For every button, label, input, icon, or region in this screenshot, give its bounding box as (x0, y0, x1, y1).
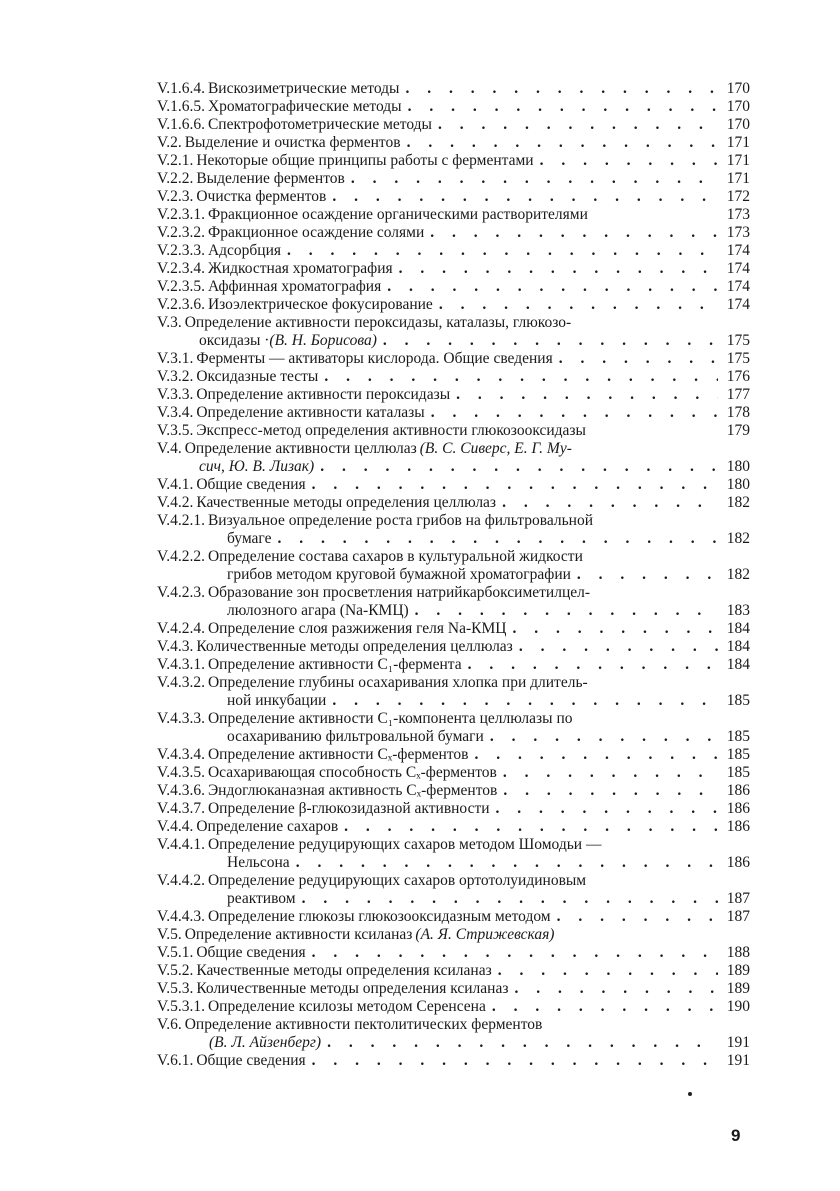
toc-entry[interactable] (157, 350, 750, 368)
toc-number: V.2.3. (157, 188, 194, 205)
toc-page: 182 (726, 530, 750, 547)
toc-title: Определение активности C₁-компонента целлюлазы по (207, 710, 573, 727)
toc-title-continued: осахариванию фильтровальной бумаги (227, 728, 484, 745)
toc-number: V.4.3.1. (157, 656, 205, 673)
toc-page: 175 (726, 350, 750, 367)
toc-page: 178 (726, 404, 750, 421)
toc-title: Общие сведения (196, 476, 306, 493)
toc-page: 186 (726, 800, 750, 817)
toc-title: Определение слоя разжижения геля Na-КМЦ (207, 620, 507, 637)
leader-dots (498, 962, 718, 980)
toc-page: 177 (726, 386, 750, 403)
leader-dots (456, 386, 718, 404)
toc-number: V.3.1. (157, 350, 194, 367)
leader-dots (324, 368, 718, 386)
toc-number: V.5. (157, 926, 182, 943)
leader-dots (475, 746, 719, 764)
toc-entry[interactable] (157, 206, 750, 224)
toc-number: V.4.2.4. (157, 620, 205, 637)
leader-dots (415, 602, 718, 620)
toc-title: Общие сведения (196, 1052, 306, 1069)
toc-title-continued: бумаге (227, 530, 272, 547)
toc-entry[interactable] (157, 1052, 750, 1070)
toc-entry[interactable] (157, 926, 750, 944)
toc-entry[interactable] (157, 404, 750, 422)
toc-number: V.4.3.7. (157, 800, 205, 817)
toc-entry[interactable] (157, 656, 750, 674)
leader-dots (468, 656, 718, 674)
toc-title: Экспресс-метод определения активности глюкозооксидазы (196, 422, 586, 439)
toc-number: V.3.2. (157, 368, 194, 385)
toc-number: V.5.1. (157, 944, 194, 961)
toc-number: V.2.3.5. (157, 278, 205, 295)
toc-page: 185 (726, 746, 750, 763)
toc-entry[interactable] (157, 494, 750, 512)
toc-entry[interactable] (157, 134, 750, 152)
toc-entry[interactable] (157, 422, 750, 440)
toc-number: V.4.3.3. (157, 710, 205, 727)
toc-title: Качественные методы определения целлюлаз (196, 494, 497, 511)
toc-number: V.6.1. (157, 1052, 194, 1069)
leader-dots (312, 1052, 718, 1070)
toc-title: Ферменты — активаторы кислорода. Общие сведения (196, 350, 553, 367)
toc-title: Определение активности C₁-фермента (207, 656, 462, 673)
toc-number: V.4.2.1. (157, 512, 205, 529)
leader-dots (296, 854, 718, 872)
toc-number: V.4.3.5. (157, 764, 205, 781)
toc-page: 182 (726, 566, 750, 583)
toc-entry[interactable] (157, 152, 750, 170)
toc-title: Фракционное осаждение органическими растворителями (207, 206, 588, 223)
toc-title: Общие сведения (196, 944, 306, 961)
toc-page: 186 (726, 782, 750, 799)
toc-entry[interactable] (157, 548, 750, 584)
toc-number: V.1.6.6. (157, 116, 205, 133)
toc-title: Определение активности каталазы (196, 404, 425, 421)
toc-number: V.2.3.1. (157, 206, 205, 223)
leader-dots (332, 188, 718, 206)
leader-dots (557, 908, 718, 926)
toc-number: V.4.2.2. (157, 548, 205, 565)
leader-dots (407, 134, 718, 152)
toc-page: 174 (726, 278, 750, 295)
toc-number: V.2.2. (157, 170, 194, 187)
leader-dots (332, 692, 718, 710)
toc-entry[interactable] (157, 584, 750, 620)
toc-title: Выделение и очистка ферментов (184, 134, 401, 151)
toc-title: Выделение ферментов (196, 170, 345, 187)
leader-dots (559, 350, 718, 368)
leader-dots (302, 890, 718, 908)
toc-title: Спектрофотометрические методы (207, 116, 432, 133)
leader-dots (577, 566, 718, 584)
leader-dots (502, 494, 718, 512)
toc-page: 183 (726, 602, 750, 619)
leader-dots (312, 476, 718, 494)
toc-title: Определение активности пероксидазы, каталазы, глюкозо- (184, 314, 572, 331)
toc-number: V.3.3. (157, 386, 194, 403)
toc-number: V.6. (157, 1016, 182, 1033)
toc-page: 191 (726, 1034, 750, 1051)
leader-dots (439, 296, 718, 314)
toc-entry[interactable] (157, 170, 750, 188)
toc-author: (В. С. Сиверс, Е. Г. Му- (419, 440, 572, 457)
toc-page: 171 (726, 170, 750, 187)
toc-entry[interactable] (157, 296, 750, 314)
toc-entry[interactable] (157, 368, 750, 386)
toc-title: Оксидазные тесты (196, 368, 319, 385)
toc-title-continued: Нельсона (227, 854, 290, 871)
leader-dots (344, 818, 718, 836)
toc-title: Образование зон просветления натрийкарбоксиметилцел- (207, 584, 591, 601)
toc-page: 184 (726, 620, 750, 637)
toc-title: Определение β-глюкозидазной активности (207, 800, 490, 817)
table-of-contents (157, 80, 750, 1070)
toc-entry[interactable] (157, 962, 750, 980)
toc-page: 187 (726, 908, 750, 925)
toc-number: V.1.6.4. (157, 80, 205, 97)
toc-title: Определение активности целлюлаз (184, 440, 417, 457)
leader-dots (351, 170, 718, 188)
toc-title: Определение редуцирующих сахаров ортотолуидиновым (207, 872, 587, 889)
toc-entry[interactable] (157, 260, 750, 278)
toc-title: Аффинная хроматография (207, 278, 382, 295)
leader-dots (431, 404, 718, 422)
toc-page: 191 (726, 1052, 750, 1069)
toc-title-continued: оксидазы · (199, 332, 270, 349)
toc-page: 190 (726, 998, 750, 1015)
toc-title-continued: люлозного агара (Na-КМЦ) (227, 602, 409, 619)
toc-number: V.2.3.2. (157, 224, 205, 241)
toc-number: V.4.1. (157, 476, 194, 493)
toc-title-continued: реактивом (227, 890, 296, 907)
toc-title: Определение глубины осахаривания хлопка при длитель- (207, 674, 588, 691)
toc-title: Хроматографические методы (207, 98, 402, 115)
toc-entry[interactable] (157, 242, 750, 260)
toc-entry[interactable] (157, 872, 750, 908)
toc-entry[interactable] (157, 440, 750, 476)
toc-entry[interactable] (157, 800, 750, 818)
leader-dots (408, 98, 718, 116)
toc-entry[interactable] (157, 188, 750, 206)
toc-entry[interactable] (157, 764, 750, 782)
toc-title: Определение ксилозы методом Серенсена (207, 998, 486, 1015)
toc-entry[interactable] (157, 224, 750, 242)
leader-dots (430, 224, 718, 242)
toc-title: Определение активности Cₓ-ферментов (207, 746, 469, 763)
toc-title: Количественные методы определения ксиланаз (196, 980, 509, 997)
toc-author: (В. Н. Борисова) (269, 332, 377, 349)
toc-title: Эндоглюканазная активность Cₓ-ферментов (207, 782, 498, 799)
toc-number: V.2.1. (157, 152, 194, 169)
toc-entry[interactable] (157, 620, 750, 638)
toc-entry[interactable] (157, 998, 750, 1016)
leader-dots (512, 620, 718, 638)
toc-page: 173 (726, 206, 750, 223)
toc-page: 188 (726, 944, 750, 961)
toc-page: 170 (726, 80, 750, 97)
toc-page: 186 (726, 854, 750, 871)
toc-number: V.2.3.4. (157, 260, 205, 277)
leader-dots (287, 242, 718, 260)
leader-dots (514, 980, 718, 998)
leader-dots (277, 530, 718, 548)
toc-entry[interactable] (157, 980, 750, 998)
leader-dots (399, 260, 718, 278)
leader-dots (492, 998, 718, 1016)
leader-dots (383, 332, 718, 350)
leader-dots (387, 278, 718, 296)
toc-number: V.2. (157, 134, 182, 151)
toc-entry[interactable] (157, 1016, 750, 1052)
toc-number: V.4.3. (157, 638, 194, 655)
page-number: 9 (731, 1126, 741, 1145)
toc-number: V.1.6.5. (157, 98, 205, 115)
toc-number: V.3.5. (157, 422, 194, 439)
toc-number: V.4.2.3. (157, 584, 205, 601)
toc-page: 174 (726, 242, 750, 259)
toc-page: 173 (726, 224, 750, 241)
toc-number: V.4.2. (157, 494, 194, 511)
toc-title-continued: грибов методом круговой бумажной хроматографии (227, 566, 571, 583)
toc-number: V.2.3.3. (157, 242, 205, 259)
toc-title: Определение сахаров (196, 818, 339, 835)
toc-page: 189 (726, 980, 750, 997)
leader-dots (438, 116, 718, 134)
leader-dots (490, 728, 718, 746)
toc-title: Определение глюкозы глюкозооксидазным методом (207, 908, 551, 925)
toc-entry[interactable] (157, 674, 750, 710)
toc-page: 182 (726, 494, 750, 511)
toc-title: Количественные методы определения целлюлаз (196, 638, 513, 655)
toc-title: Изоэлектрическое фокусирование (207, 296, 433, 313)
toc-number: V.4.4.3. (157, 908, 205, 925)
toc-entry[interactable] (157, 836, 750, 872)
toc-page: 185 (726, 692, 750, 709)
leader-dots (312, 944, 718, 962)
toc-entry[interactable] (157, 314, 750, 350)
leader-dots (540, 152, 718, 170)
toc-page: 187 (726, 890, 750, 907)
toc-page: 171 (726, 134, 750, 151)
toc-title: Адсорбция (207, 242, 282, 259)
toc-number: V.3. (157, 314, 182, 331)
toc-title: Осахаривающая способность Cₓ-ферментов (207, 764, 497, 781)
toc-number: V.3.4. (157, 404, 194, 421)
toc-page: 174 (726, 296, 750, 313)
toc-page: 175 (726, 332, 750, 349)
toc-title: Фракционное осаждение солями (207, 224, 425, 241)
leader-dots (320, 458, 718, 476)
toc-number: V.4.4.1. (157, 836, 205, 853)
toc-number: V.4. (157, 440, 182, 457)
toc-entry[interactable] (157, 116, 750, 134)
toc-number: V.4.3.2. (157, 674, 205, 691)
toc-page: 184 (726, 656, 750, 673)
toc-entry[interactable] (157, 944, 750, 962)
toc-entry[interactable] (157, 908, 750, 926)
toc-title: Качественные методы определения ксиланаз (196, 962, 492, 979)
toc-title: Определение состава сахаров в культуральной жидкости (207, 548, 583, 565)
toc-page: 185 (726, 764, 750, 781)
toc-entry[interactable] (157, 710, 750, 746)
toc-entry[interactable] (157, 746, 750, 764)
toc-title: Вискозиметрические методы (207, 80, 400, 97)
toc-page: 176 (726, 368, 750, 385)
toc-page: 170 (726, 98, 750, 115)
toc-number: V.2.3.6. (157, 296, 205, 313)
toc-entry[interactable] (157, 278, 750, 296)
toc-title: Визуальное определение роста грибов на фильтровальной (207, 512, 593, 529)
toc-page: 180 (726, 458, 750, 475)
toc-title-continued: ной инкубации (227, 692, 327, 709)
toc-title: Определение активности пектолитических ферментов (184, 1016, 543, 1033)
toc-number: V.4.4.2. (157, 872, 205, 889)
toc-page: 170 (726, 116, 750, 133)
leader-dots (503, 782, 718, 800)
toc-page: 184 (726, 638, 750, 655)
toc-entry[interactable] (157, 512, 750, 548)
toc-number: V.4.4. (157, 818, 194, 835)
toc-page: 179 (726, 422, 750, 439)
toc-title: Определение активности ксиланаз (184, 926, 413, 943)
leader-dots (503, 764, 718, 782)
toc-entry[interactable] (157, 638, 750, 656)
leader-dots (405, 80, 718, 98)
leader-dots (327, 1034, 718, 1052)
toc-page: 174 (726, 260, 750, 277)
toc-entry[interactable] (157, 818, 750, 836)
toc-title: Жидкостная хроматография (207, 260, 393, 277)
toc-author: (А. Я. Стрижевская) (415, 926, 555, 943)
ink-speck (688, 1092, 692, 1096)
toc-page: 180 (726, 476, 750, 493)
toc-number: V.5.3. (157, 980, 194, 997)
toc-page: 189 (726, 962, 750, 979)
toc-entry[interactable] (157, 80, 750, 98)
toc-entry[interactable] (157, 782, 750, 800)
toc-page: 171 (726, 152, 750, 169)
toc-title: Некоторые общие принципы работы с ферментами (196, 152, 534, 169)
toc-entry[interactable] (157, 98, 750, 116)
toc-page: 185 (726, 728, 750, 745)
toc-entry[interactable] (157, 476, 750, 494)
toc-title: Очистка ферментов (196, 188, 327, 205)
toc-number: V.4.3.4. (157, 746, 205, 763)
toc-author-continued: (В. Л. Айзенберг) (209, 1034, 322, 1051)
toc-entry[interactable] (157, 386, 750, 404)
toc-number: V.5.2. (157, 962, 194, 979)
toc-page: 186 (726, 818, 750, 835)
toc-number: V.5.3.1. (157, 998, 205, 1015)
leader-dots (519, 638, 718, 656)
toc-title: Определение активности пероксидазы (196, 386, 451, 403)
toc-author-continued: сич, Ю. В. Лизак) (199, 458, 315, 475)
toc-title: Определение редуцирующих сахаров методом Шомодьи — (207, 836, 602, 853)
leader-dots (496, 800, 718, 818)
toc-page: 172 (726, 188, 750, 205)
toc-number: V.4.3.6. (157, 782, 205, 799)
